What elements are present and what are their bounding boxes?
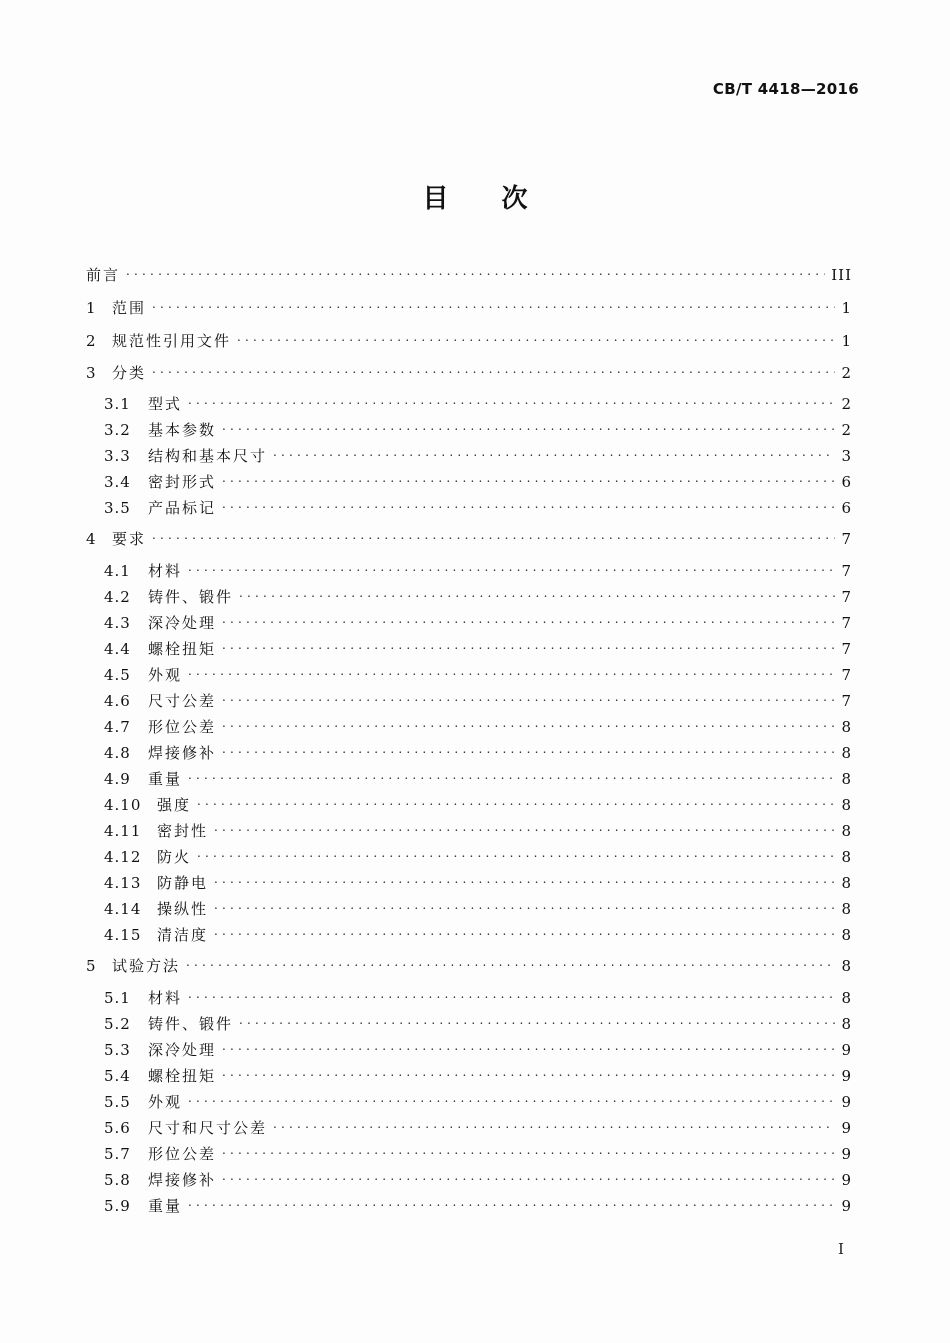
toc-dot-leader (222, 710, 835, 732)
toc-dot-leader (222, 684, 835, 706)
toc-entry-label: 密封性 (157, 822, 209, 840)
toc-dot-leader (222, 632, 835, 654)
toc-entry-page: 8 (841, 874, 852, 892)
toc-entry-page: 8 (841, 796, 852, 814)
toc-entry-label: 外观 (148, 666, 183, 684)
toc-dot-leader (214, 918, 835, 940)
toc-dot-leader (222, 1163, 835, 1185)
toc-entry-page: 8 (841, 900, 852, 918)
toc-entry-label: 材料 (148, 989, 183, 1007)
toc-entry-number: 5 (86, 957, 97, 975)
toc-entry-number: 4.5 (104, 666, 131, 684)
toc-entry-label: 强度 (157, 796, 192, 814)
toc-entry[interactable] (86, 324, 852, 350)
toc-dot-leader (214, 866, 835, 888)
toc-entry[interactable] (104, 465, 852, 491)
toc-entry-page: 9 (841, 1171, 852, 1189)
toc-entry-page: 3 (841, 447, 852, 465)
toc-entry-number: 4 (86, 530, 97, 548)
toc-entry-label: 操纵性 (157, 900, 209, 918)
toc-entry[interactable] (104, 491, 852, 517)
toc-entry[interactable] (104, 814, 852, 840)
toc-entry[interactable] (104, 658, 852, 684)
toc-entry-page: 8 (841, 770, 852, 788)
toc-dot-leader (214, 892, 835, 914)
toc-entry-number: 5.3 (104, 1041, 131, 1059)
toc-dot-leader (239, 580, 835, 602)
toc-entry-number: 3.3 (104, 447, 131, 465)
toc-dot-leader (197, 840, 835, 862)
toc-entry-number: 4.3 (104, 614, 131, 632)
toc-entry-page: 7 (841, 640, 852, 658)
toc-entry-label: 型式 (148, 395, 183, 413)
toc-entry-page: 1 (841, 299, 852, 317)
toc-entry-number: 4.7 (104, 718, 131, 736)
toc-entry[interactable] (104, 684, 852, 710)
toc-dot-leader (188, 387, 835, 409)
toc-entry-page: 8 (841, 744, 852, 762)
toc-entry-label: 铸件、锻件 (148, 588, 234, 606)
toc-entry[interactable] (104, 788, 852, 814)
toc-entry-label: 焊接修补 (148, 744, 217, 762)
toc-entry-label: 尺寸和尺寸公差 (148, 1119, 268, 1137)
toc-entry[interactable] (104, 1189, 852, 1215)
toc-entry[interactable] (104, 554, 852, 580)
toc-entry[interactable] (104, 892, 852, 918)
toc-entry[interactable] (104, 387, 852, 413)
toc-dot-leader (222, 736, 835, 758)
toc-entry-page: 8 (841, 848, 852, 866)
toc-entry-number: 5.8 (104, 1171, 131, 1189)
toc-entry-label: 密封形式 (148, 473, 217, 491)
toc-dot-leader (222, 1059, 835, 1081)
toc-entry-label: 防静电 (157, 874, 209, 892)
toc-entry-number: 5.9 (104, 1197, 131, 1215)
toc-dot-leader (188, 762, 835, 784)
toc-entry-page: 1 (841, 332, 852, 350)
toc-entry[interactable] (104, 439, 852, 465)
toc-entry[interactable] (104, 918, 852, 944)
toc-entry-label: 尺寸公差 (148, 692, 217, 710)
toc-entry[interactable] (104, 606, 852, 632)
toc-entry-number: 3.1 (104, 395, 131, 413)
toc-entry-label: 螺栓扭矩 (148, 640, 217, 658)
toc-entry-number: 5.5 (104, 1093, 131, 1111)
toc-entry-label: 防火 (157, 848, 192, 866)
toc-entry[interactable] (104, 1033, 852, 1059)
toc-entry-page: 9 (841, 1041, 852, 1059)
toc-entry-page: 8 (841, 1015, 852, 1033)
toc-entry-page: 9 (841, 1067, 852, 1085)
toc-dot-leader (273, 1111, 835, 1133)
toc-entry-number: 4.8 (104, 744, 131, 762)
toc-dot-leader (152, 291, 835, 313)
toc-entry[interactable] (86, 258, 852, 284)
toc-entry-label: 试验方法 (112, 957, 181, 975)
toc-dot-leader (222, 491, 835, 513)
toc-dot-leader (273, 439, 835, 461)
toc-entry[interactable] (104, 710, 852, 736)
toc-entry-number: 4.14 (104, 900, 142, 918)
toc-entry-number: 3.2 (104, 421, 131, 439)
toc-entry[interactable] (86, 949, 852, 975)
toc-entry-number: 4.6 (104, 692, 131, 710)
toc-entry[interactable] (104, 632, 852, 658)
toc-entry-page: 7 (841, 614, 852, 632)
toc-entry-label: 结构和基本尺寸 (148, 447, 268, 465)
toc-entry-label: 重量 (148, 1197, 183, 1215)
toc-dot-leader (126, 258, 825, 280)
toc-entry-page: 8 (841, 718, 852, 736)
toc-entry[interactable] (104, 1111, 852, 1137)
toc-entry-number: 4.2 (104, 588, 131, 606)
toc-dot-leader (214, 814, 835, 836)
toc-entry-label: 分类 (112, 364, 147, 382)
toc-entry-page: 8 (841, 822, 852, 840)
toc-dot-leader (188, 981, 835, 1003)
toc-entry-number: 4.11 (104, 822, 142, 840)
toc-dot-leader (188, 1085, 835, 1107)
toc-entry[interactable] (104, 413, 852, 439)
toc-entry-label: 基本参数 (148, 421, 217, 439)
toc-entry[interactable] (86, 356, 852, 382)
toc-entry[interactable] (104, 736, 852, 762)
standard-code: CB/T 4418—2016 (712, 80, 859, 98)
toc-dot-leader (222, 606, 835, 628)
toc-dot-leader (197, 788, 835, 810)
toc-entry-number: 3 (86, 364, 97, 382)
toc-entry[interactable] (104, 866, 852, 892)
toc-entry-page: 6 (841, 499, 852, 517)
toc-entry-page: 9 (841, 1197, 852, 1215)
toc-dot-leader (186, 949, 835, 971)
toc-entry-label: 外观 (148, 1093, 183, 1111)
toc-entry-page: 8 (841, 926, 852, 944)
toc-entry-number: 4.9 (104, 770, 131, 788)
toc-entry-number: 4.13 (104, 874, 142, 892)
toc-dot-leader (239, 1007, 835, 1029)
toc-entry[interactable] (104, 580, 852, 606)
toc-entry-number: 3.5 (104, 499, 131, 517)
toc-entry[interactable] (104, 840, 852, 866)
toc-entry-number: 4.4 (104, 640, 131, 658)
toc-entry-page: 9 (841, 1093, 852, 1111)
toc-entry-label: 规范性引用文件 (112, 332, 232, 350)
toc-entry-label: 铸件、锻件 (148, 1015, 234, 1033)
toc-entry-number: 5.4 (104, 1067, 131, 1085)
toc-entry-label: 前言 (86, 266, 121, 284)
toc-entry-number: 2 (86, 332, 97, 350)
toc-entry-page: 2 (841, 364, 852, 382)
toc-entry[interactable] (104, 1085, 852, 1111)
toc-dot-leader (222, 1137, 835, 1159)
toc-entry[interactable] (86, 522, 852, 548)
toc-entry-number: 4.10 (104, 796, 142, 814)
toc-dot-leader (237, 324, 835, 346)
toc-entry[interactable] (104, 1163, 852, 1189)
toc-entry-number: 5.6 (104, 1119, 131, 1137)
toc-entry-label: 形位公差 (148, 718, 217, 736)
toc-dot-leader (222, 465, 835, 487)
page-number: I (838, 1240, 844, 1258)
toc-entry-label: 深冷处理 (148, 1041, 217, 1059)
toc-entry[interactable] (104, 762, 852, 788)
toc-entry-number: 4.15 (104, 926, 142, 944)
toc-dot-leader (152, 356, 835, 378)
toc-entry-label: 清洁度 (157, 926, 209, 944)
toc-entry-page: 2 (841, 395, 852, 413)
toc-dot-leader (188, 1189, 835, 1211)
toc-entry-page: 9 (841, 1119, 852, 1137)
toc-entry-page: 8 (841, 957, 852, 975)
toc-entry-label: 范围 (112, 299, 147, 317)
page-title: 目 次 (422, 184, 550, 214)
toc-entry-label: 重量 (148, 770, 183, 788)
toc-entry-number: 5.1 (104, 989, 131, 1007)
toc-entry[interactable] (104, 981, 852, 1007)
toc-entry-page: 7 (841, 588, 852, 606)
toc-entry-number: 4.12 (104, 848, 142, 866)
toc-entry-number: 3.4 (104, 473, 131, 491)
toc-entry-page: 7 (841, 562, 852, 580)
toc-entry-page: 7 (841, 692, 852, 710)
toc-dot-leader (188, 554, 835, 576)
toc-entry[interactable] (104, 1137, 852, 1163)
toc-entry-page: 7 (841, 530, 852, 548)
toc-entry-label: 螺栓扭矩 (148, 1067, 217, 1085)
toc-entry-number: 5.7 (104, 1145, 131, 1163)
toc-entry-label: 要求 (112, 530, 147, 548)
toc-entry[interactable] (104, 1059, 852, 1085)
toc-entry-page: 7 (841, 666, 852, 684)
toc-entry-page: 8 (841, 989, 852, 1007)
toc-entry-label: 材料 (148, 562, 183, 580)
toc-dot-leader (222, 1033, 835, 1055)
toc-entry[interactable] (86, 291, 852, 317)
toc-entry[interactable] (104, 1007, 852, 1033)
toc-entry-label: 产品标记 (148, 499, 217, 517)
toc-entry-page: III (831, 266, 852, 284)
toc-entry-number: 5.2 (104, 1015, 131, 1033)
toc-entry-page: 6 (841, 473, 852, 491)
toc-entry-number: 4.1 (104, 562, 131, 580)
toc-dot-leader (152, 522, 835, 544)
toc-entry-page: 9 (841, 1145, 852, 1163)
toc-entry-label: 焊接修补 (148, 1171, 217, 1189)
toc-entry-page: 2 (841, 421, 852, 439)
toc-entry-number: 1 (86, 299, 97, 317)
toc-dot-leader (188, 658, 835, 680)
toc-entry-label: 形位公差 (148, 1145, 217, 1163)
toc-dot-leader (222, 413, 835, 435)
toc-entry-label: 深冷处理 (148, 614, 217, 632)
